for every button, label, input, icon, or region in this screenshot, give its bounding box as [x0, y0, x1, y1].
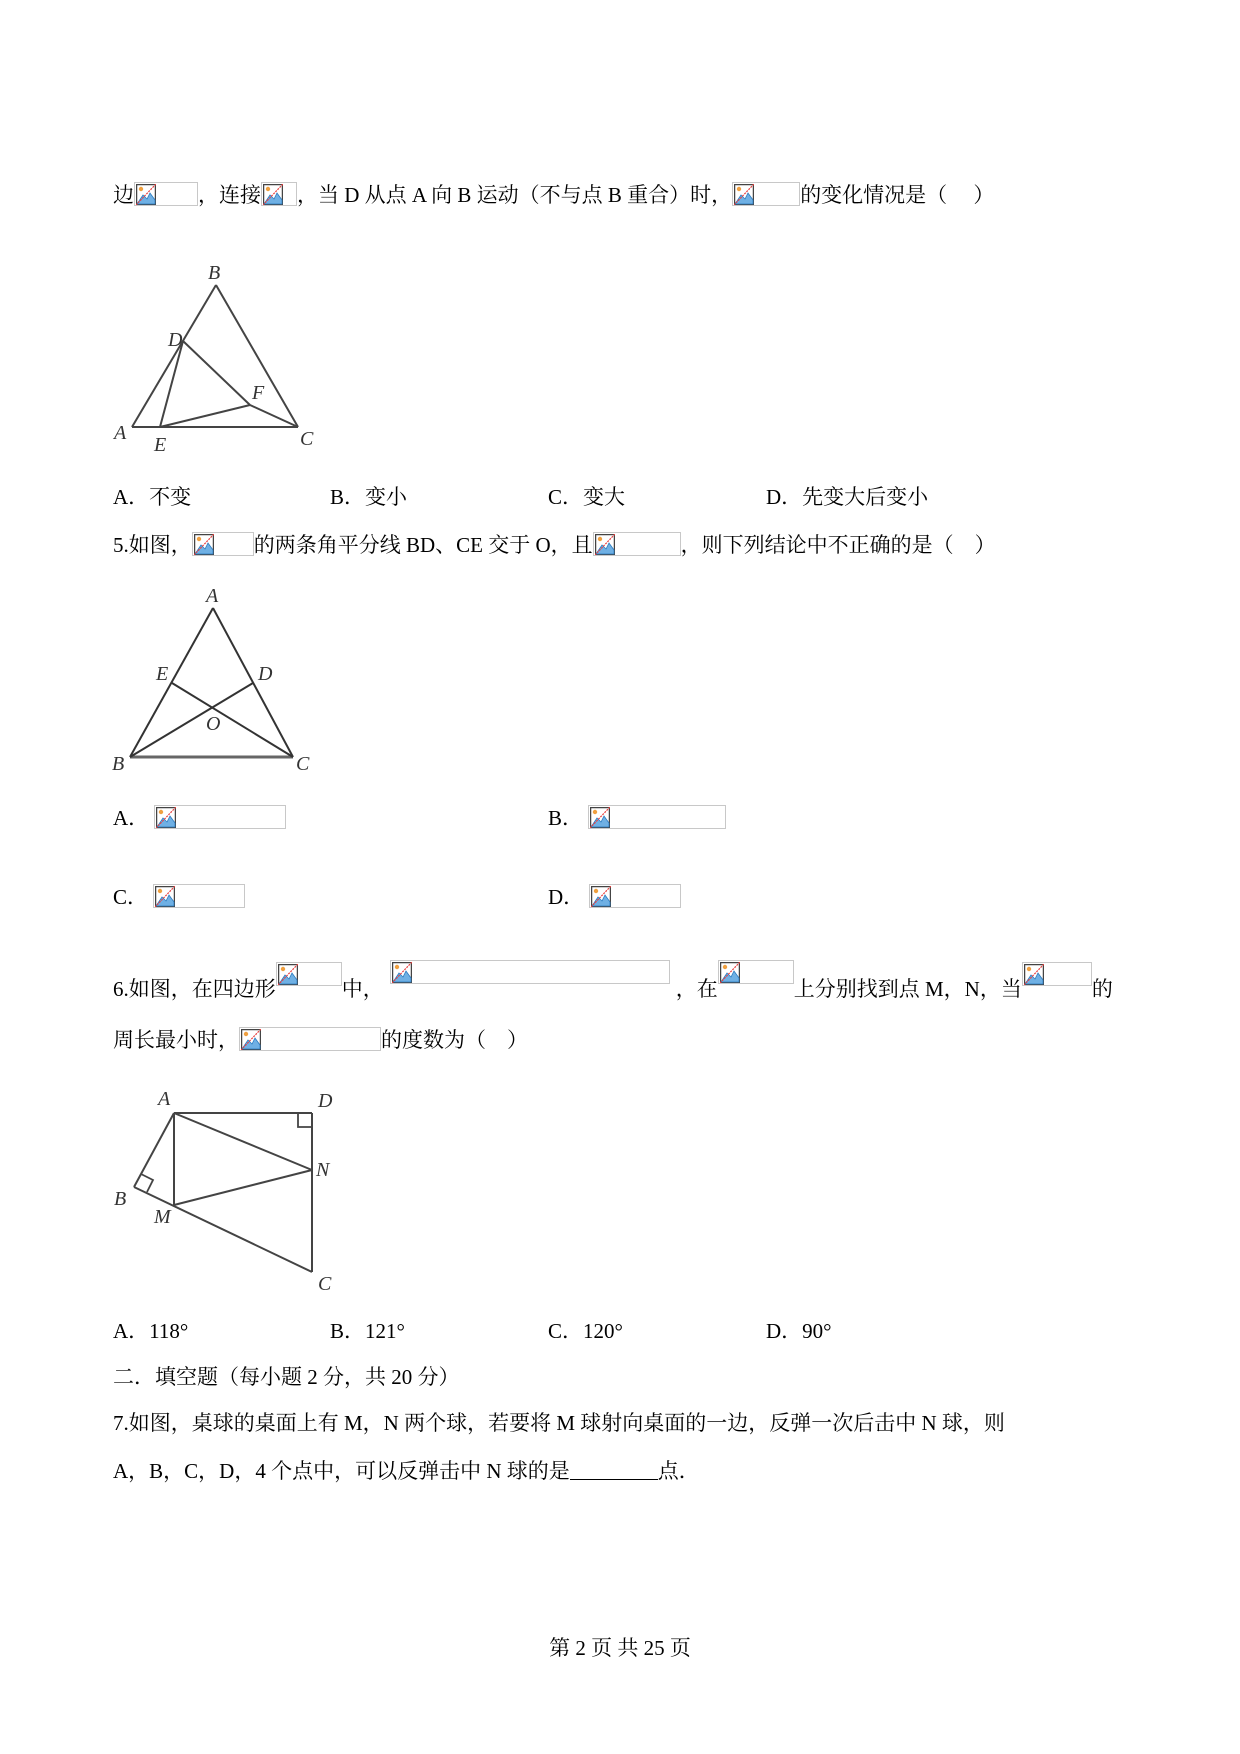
q6-text: 周长最小时，: [113, 1028, 239, 1052]
broken-image-icon: [1022, 962, 1092, 986]
svg-text:B: B: [112, 753, 125, 775]
question6-figure: [110, 1085, 360, 1305]
triangle-bisectors-diagram: [110, 580, 320, 775]
svg-text:M: M: [154, 1206, 171, 1228]
q4-text: 的变化情况是（ ）: [800, 183, 995, 207]
svg-text:A: A: [114, 422, 127, 444]
broken-image-icon: [390, 960, 670, 984]
q6-text: 的: [1091, 977, 1113, 1001]
question6-stem-line2: [113, 1025, 528, 1055]
question4-stem: [113, 180, 994, 210]
svg-text:O: O: [206, 713, 221, 735]
q6-text: ，在: [675, 977, 718, 1001]
q6-text: 中，: [341, 977, 384, 1001]
question5-figure: [110, 580, 320, 780]
q6-option-b: B．121°: [330, 1319, 405, 1343]
svg-text:D: D: [318, 1090, 333, 1112]
broken-image-icon: [593, 532, 681, 556]
q7-text: A，B，C，D，4 个点中，可以反弹击中 N 球的是: [113, 1459, 570, 1483]
svg-text:A: A: [206, 585, 219, 607]
q4-text: 边: [113, 183, 134, 207]
broken-image-icon: [153, 884, 245, 908]
q6-text: 的度数为（ ）: [381, 1028, 528, 1052]
broken-image-icon: [134, 182, 198, 206]
broken-image-icon: [718, 960, 794, 984]
q7-text: 点．: [657, 1459, 700, 1483]
question4-figure: [110, 255, 330, 460]
svg-text:B: B: [114, 1188, 127, 1210]
q5-text: 的两条角平分线 BD、CE 交于 O，且: [253, 533, 593, 557]
question5-stem: [113, 530, 996, 560]
svg-text:F: F: [252, 382, 265, 404]
svg-text:A: A: [158, 1088, 171, 1110]
q4-option-d: D．先变大后变小: [766, 485, 929, 509]
quadrilateral-abcd-diagram: [110, 1085, 360, 1300]
answer-blank[interactable]: [570, 1459, 658, 1480]
q5-option-a: A．: [113, 803, 286, 833]
svg-text:C: C: [300, 428, 314, 450]
broken-image-icon: [192, 532, 254, 556]
svg-text:B: B: [208, 262, 221, 284]
question7-stem-line2: [113, 1456, 700, 1486]
svg-text:C: C: [296, 753, 310, 775]
q5-text: 5.如图，: [113, 533, 192, 557]
q6-option-d: D．90°: [766, 1319, 832, 1343]
question7-stem-line1: 7.如图，桌球的桌面上有 M，N 两个球，若要将 M 球射向桌面的一边，反弹一次后击中 N 球，则: [113, 1411, 1005, 1435]
broken-image-icon: [261, 182, 297, 206]
page-footer: 第 2 页 共 25 页: [549, 1636, 691, 1660]
svg-text:D: D: [258, 663, 273, 685]
broken-image-icon: [276, 962, 342, 986]
broken-image-icon: [588, 805, 726, 829]
broken-image-icon: [732, 182, 800, 206]
broken-image-icon: [589, 884, 681, 908]
svg-text:N: N: [316, 1159, 330, 1181]
q6-text: 上分别找到点 M，N，当: [793, 977, 1022, 1001]
section-heading: 二．填空题（每小题 2 分，共 20 分）: [113, 1365, 460, 1389]
svg-text:D: D: [168, 329, 183, 351]
q5-option-c: C．: [113, 882, 245, 912]
q6-text: 6.如图，在四边形: [113, 977, 276, 1001]
broken-image-icon: [154, 805, 286, 829]
broken-image-icon: [239, 1027, 381, 1051]
svg-text:E: E: [156, 663, 169, 685]
q4-option-c: C．变大: [548, 485, 626, 509]
q4-option-b: B．变小: [330, 485, 408, 509]
q6-option-a: A．118°: [113, 1319, 189, 1343]
q5-option-b: B．: [548, 803, 726, 833]
q5-text: ，则下列结论中不正确的是（ ）: [680, 533, 996, 557]
svg-text:C: C: [318, 1273, 332, 1295]
q6-option-c: C．120°: [548, 1319, 623, 1343]
q5-option-d: D．: [548, 882, 681, 912]
question6-stem-line1: [113, 960, 1113, 1004]
triangle-abc-diagram: [110, 255, 330, 455]
q4-option-a: A．不变: [113, 485, 192, 509]
q4-text: ，当 D 从点 A 向 B 运动（不与点 B 重合）时，: [297, 183, 733, 207]
svg-text:E: E: [154, 434, 167, 456]
q4-text: ，连接: [198, 183, 261, 207]
